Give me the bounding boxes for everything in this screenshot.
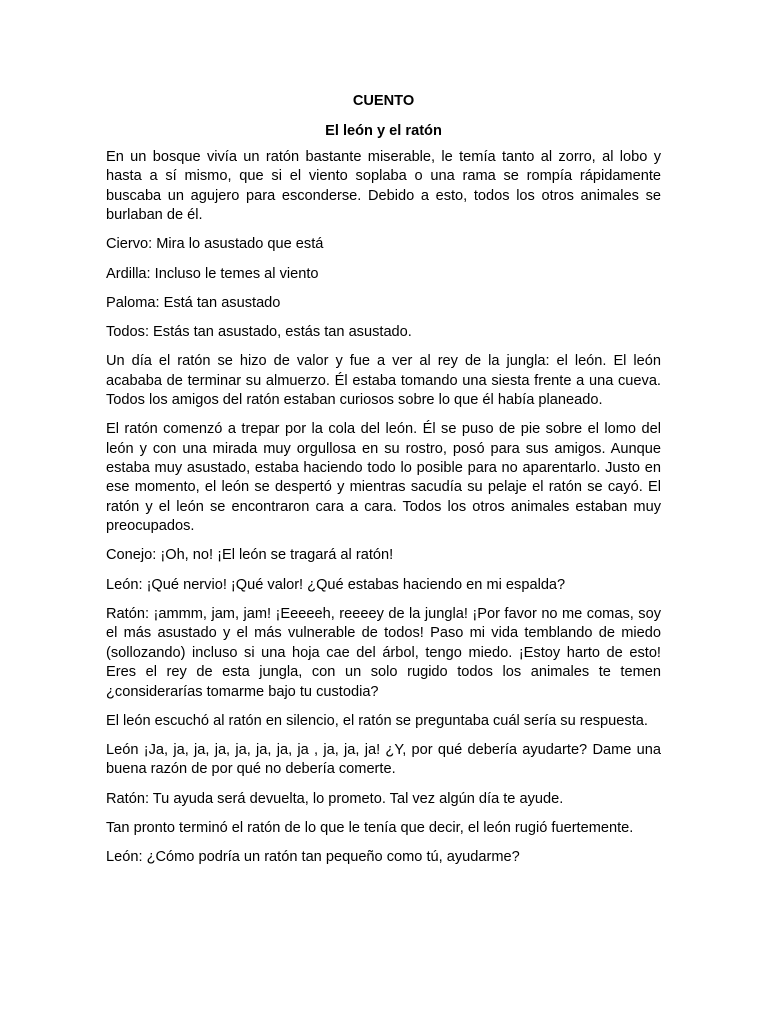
dialogue-leon-2: León ¡Ja, ja, ja, ja, ja, ja, ja, ja , ja, ja, ja! ¿Y, por qué debería ayudarte? Dame una buena razón de por qué no debería comerte. — [106, 741, 661, 778]
paragraph-roar: Tan pronto terminó el ratón de lo que le tenía que decir, el león rugió fuertemente. — [106, 819, 634, 836]
dialogue-raton-1: Ratón: ¡ammm, jam, jam! ¡Eeeeeh, reeeey de la jungla! ¡Por favor no me comas, soy el más asustado y el más vulnerable de todos! Paso mi vida temblando de miedo (sollozando) incluso si una hoja cae del árbol, tengo miedo. ¡Estoy harto de esto! Eres el rey de esta jungla, con un solo rugido todos los animales te temen ¿considerarías tomarme bajo tu custodia? — [106, 605, 661, 700]
dialogue-ciervo: Ciervo: Mira lo asustado que está — [106, 236, 324, 253]
dialogue-raton-2: Ratón: Tu ayuda será devuelta, lo prometo. Tal vez algún día te ayude. — [106, 790, 564, 807]
document-body — [106, 91, 661, 877]
document-title: CUENTO — [352, 93, 415, 109]
dialogue-leon-3: León: ¿Cómo podría un ratón tan pequeño como tú, ayudarme? — [106, 848, 520, 865]
dialogue-conejo: Conejo: ¡Oh, no! ¡El león se tragará al ratón! — [106, 547, 394, 564]
story-title: El león y el ratón — [325, 123, 442, 139]
dialogue-todos: Todos: Estás tan asustado, estás tan asustado. — [106, 324, 412, 341]
dialogue-ardilla: Ardilla: Incluso le temes al viento — [106, 265, 319, 282]
dialogue-paloma: Paloma: Está tan asustado — [106, 294, 281, 311]
paragraph-intro: En un bosque vivía un ratón bastante miserable, le temía tanto al zorro, al lobo y hasta a sí mismo, que si el viento soplaba o una rama se rompía rápidamente buscaba un agujero para esconderse. Debido a esto, todos los otros animales se burlaban de él. — [106, 149, 661, 224]
paragraph-visit-lion: Un día el ratón se hizo de valor y fue a ver al rey de la jungla: el león. El león acababa de terminar su almuerzo. Él estaba tomando una siesta frente a una cueva. Todos los amigos del ratón estaban curiosos sobre lo que él había planeado. — [106, 353, 661, 409]
dialogue-leon-1: León: ¡Qué nervio! ¡Qué valor! ¿Qué estabas haciendo en mi espalda? — [106, 576, 566, 593]
paragraph-silence: El león escuchó al ratón en silencio, el ratón se preguntaba cuál sería su respuesta. — [106, 712, 648, 729]
paragraph-climb: El ratón comenzó a trepar por la cola del león. Él se puso de pie sobre el lomo del león y con una mirada muy orgullosa en su rostro, posó para sus amigos. Aunque estaba muy asustado, estaba haciendo todo lo posible para no aparentarlo. Justo en ese momento, el león se despertó y mientras sacudía su pelaje el ratón se cayó. El ratón y el león se encontraron cara a cara. Todos los otros animales estaban muy preocupados. — [106, 421, 661, 535]
